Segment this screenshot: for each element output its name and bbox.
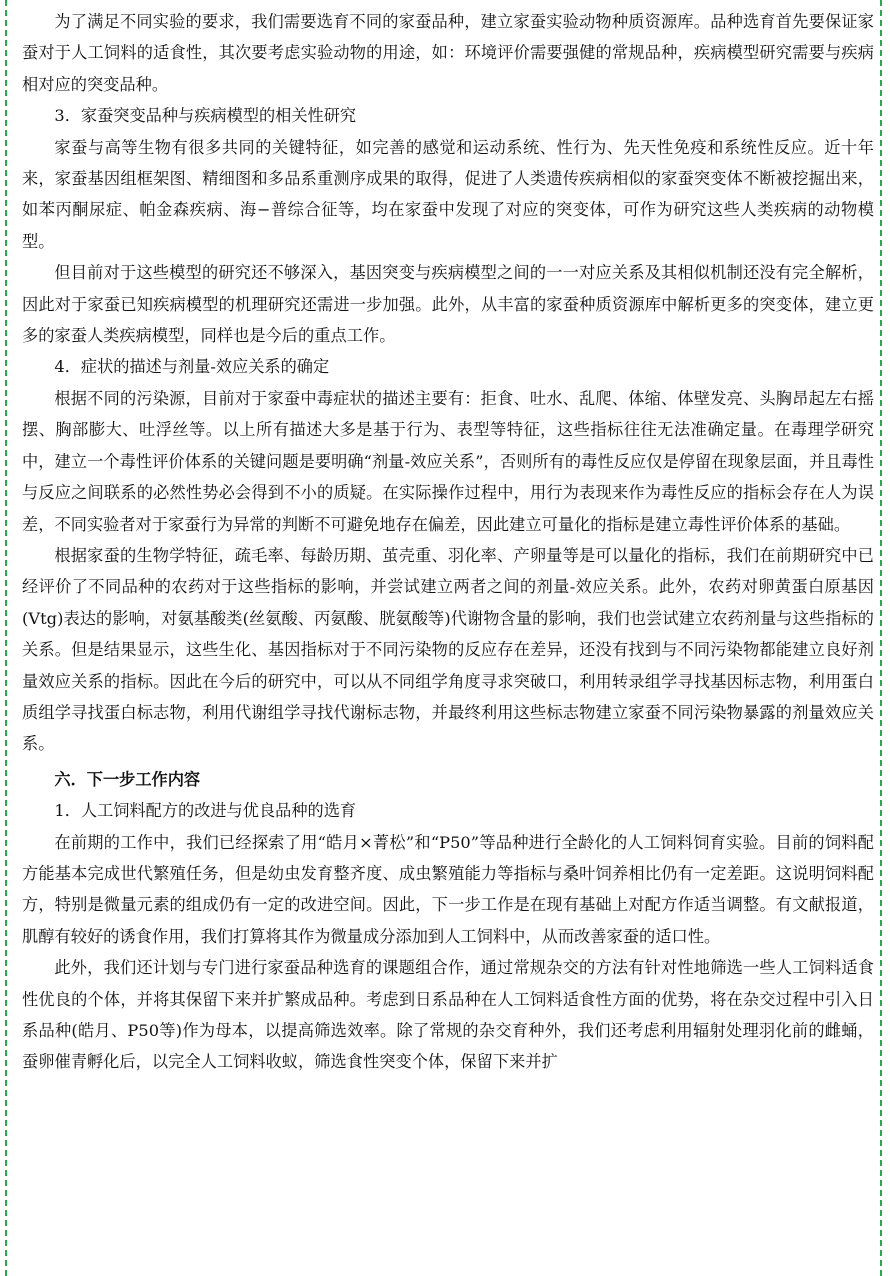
document-body xyxy=(22,6,874,1078)
right-dashed-border xyxy=(880,0,882,1276)
paragraph-common-features: 家蚕与高等生物有很多共同的关键特征，如完善的感觉和运动系统、性行为、先天性免疫和系统性反应。近十年来，家蚕基因组框架图、精细图和多品系重测序成果的取得，促进了人类遗传疾病相似的家蚕突变体不断被挖掘出来，如苯丙酮尿症、帕金森疾病、海−普综合征等，均在家蚕中发现了对应的突变体，可作为研究这些人类疾病的动物模型。 xyxy=(22,137,874,251)
heading-dose-effect: 4．症状的描述与剂量-效应关系的确定 xyxy=(54,357,330,377)
paragraph-symptoms: 根据不同的污染源，目前对于家蚕中毒症状的描述主要有：拒食、吐水、乱爬、体缩、体壁发亮、头胸昂起左右摇摆、胸部膨大、吐浮丝等。以上所有描述大多是基于行为、表型等特征，这些指标往往无法准确定量。在毒理学研究中，建立一个毒性评价体系的关键问题是要明确“剂量-效应关系”，否则所有的毒性反应仅是停留在现象层面，并且毒性与反应之间联系的必然性势必会得到不小的质疑。在实际操作过程中，用行为表现来作为毒性反应的指标会存在人为误差，不同实验者对于家蚕行为异常的判断不可避免地存在偏差，因此建立可量化的指标是建立毒性评价体系的基础。 xyxy=(22,388,874,534)
paragraph-model-research: 但目前对于这些模型的研究还不够深入，基因突变与疾病模型之间的一一对应关系及其相似机制还没有完全解析，因此对于家蚕已知疾病模型的机理研究还需进一步加强。此外，从丰富的家蚕种质资源库中解析更多的突变体，建立更多的家蚕人类疾病模型，同样也是今后的重点工作。 xyxy=(22,263,874,346)
heading-artificial-diet: 1．人工饲料配方的改进与优良品种的选育 xyxy=(54,801,357,821)
paragraph-diet-experiments: 在前期的工作中，我们已经探索了用“皓月×菁松”和“P50”等品种进行全龄化的人工饲料饲育实验。目前的饲料配方能基本完成世代繁殖任务，但是幼虫发育整齐度、成虫繁殖能力等指标与桑叶饲养相比仍有一定差距。这说明饲料配方，特别是微量元素的组成仍有一定的改进空间。因此，下一步工作是在现有基础上对配方作适当调整。有文献报道，肌醇有较好的诱食作用，我们打算将其作为微量成分添加到人工饲料中，从而改善家蚕的适口性。 xyxy=(22,832,874,946)
paragraph-breeding-cooperation: 此外，我们还计划与专门进行家蚕品种选育的课题组合作，通过常规杂交的方法有针对性地筛选一些人工饲料适食性优良的个体，并将其保留下来并扩繁成品种。考虑到日系品种在人工饲料适食性方面的优势，将在杂交过程中引入日系品种(皓月、P50等)作为母本，以提高筛选效率。除了常规的杂交育种外，我们还考虑利用辐射处理羽化前的雌蛹，蚕卵催青孵化后，以完全人工饲料收蚁，筛选食性突变个体，保留下来并扩 xyxy=(22,958,874,1072)
left-dashed-border xyxy=(5,0,7,1276)
heading-mutant-disease: 3．家蚕突变品种与疾病模型的相关性研究 xyxy=(54,106,357,126)
paragraph-quantifiable-indicators: 根据家蚕的生物学特征，疏毛率、每龄历期、茧壳重、羽化率、产卵量等是可以量化的指标，我们在前期研究中已经评价了不同品种的农药对于这些指标的影响，并尝试建立两者之间的剂量-效应关系。此外，农药对卵黄蛋白原基因(Vtg)表达的影响，对氨基酸类(丝氨酸、丙氨酸、胱氨酸等)代谢物含量的影响，我们也尝试建立农药剂量与这些指标的关系。但是结果显示，这些生化、基因指标对于不同污染物的反应存在差异，还没有找到与不同污染物都能建立良好剂量效应关系的指标。因此在今后的研究中，可以从不同组学角度寻求突破口，利用转录组学寻找基因标志物，利用蛋白质组学寻找蛋白标志物，利用代谢组学寻找代谢标志物，并最终利用这些标志物建立家蚕不同污染物暴露的剂量效应关系。 xyxy=(22,545,874,754)
paragraph-breeding: 为了满足不同实验的要求，我们需要选育不同的家蚕品种，建立家蚕实验动物种质资源库。品种选育首先要保证家蚕对于人工饲料的适食性，其次要考虑实验动物的用途，如：环境评价需要强健的常规品种，疾病模型研究需要与疾病相对应的突变品种。 xyxy=(22,12,874,94)
section-heading-next-steps: 六．下一步工作内容 xyxy=(54,769,201,789)
